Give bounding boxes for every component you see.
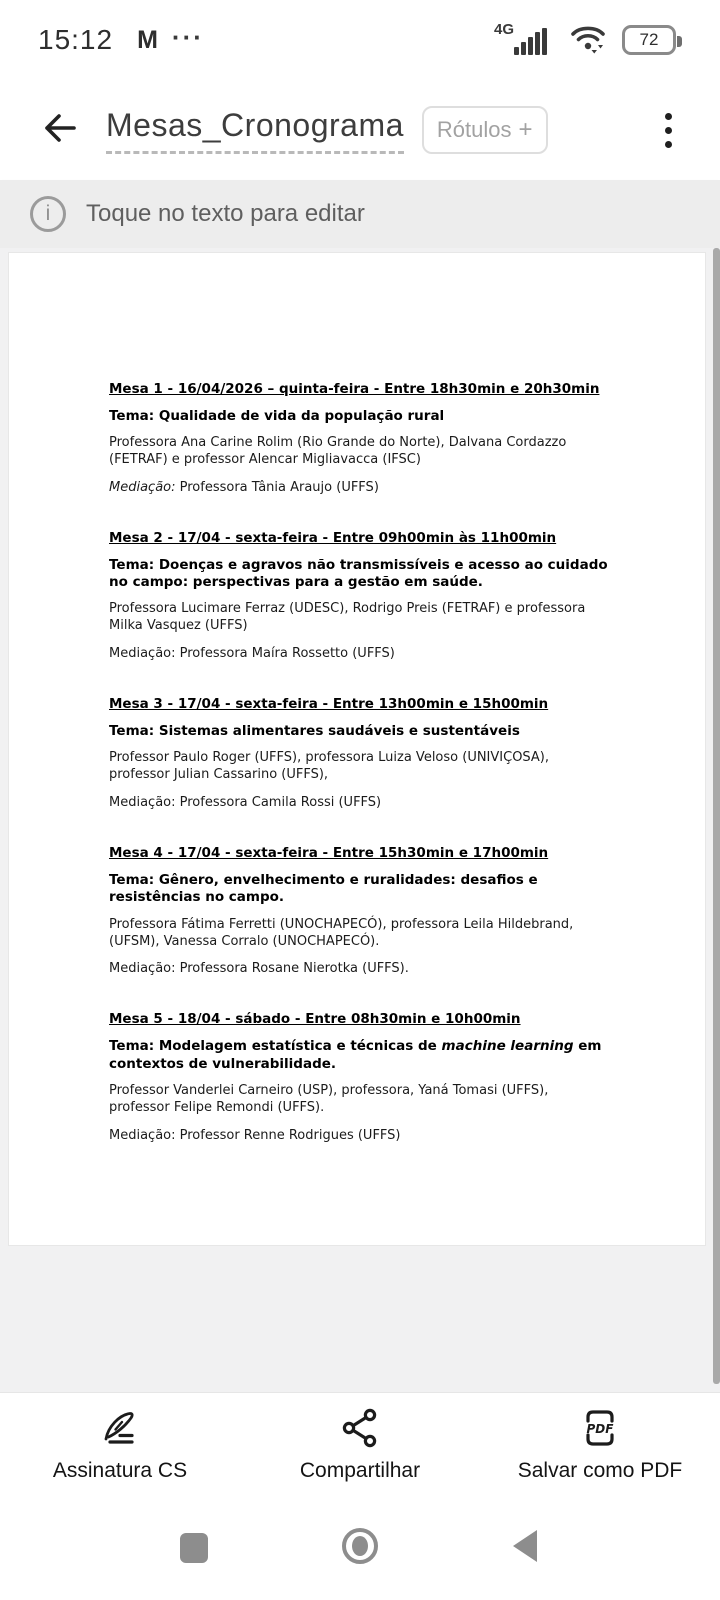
pdf-file-icon (577, 1405, 623, 1451)
back-button[interactable] (38, 108, 82, 152)
mesa-heading[interactable]: Mesa 4 - 17/04 - sexta-feira - Entre 15h30min e 17h00min (109, 845, 549, 862)
info-hint-text: Toque no texto para editar (86, 200, 365, 227)
overflow-menu-button[interactable] (655, 107, 682, 154)
mesa-mediacao[interactable]: Mediação: Professora Maíra Rossetto (UFFS) (109, 646, 395, 662)
info-circle-icon: i (30, 196, 66, 232)
signature-button-label: Assinatura CS (52, 1459, 188, 1482)
share-button[interactable] (240, 1393, 480, 1496)
save-pdf-button-label: Salvar como PDF (517, 1459, 683, 1482)
plus-icon: + (518, 116, 533, 143)
mesa-mediacao[interactable]: Mediação: Professora Rosane Nierotka (UFFS). (109, 961, 409, 977)
kebab-menu-icon (665, 113, 672, 120)
document-page[interactable] (8, 252, 706, 1246)
mesa-tema[interactable]: Tema: Doenças e agravos não transmissíveis e acesso ao cuidado no campo: perspectivas para a gestão em saúde. (109, 556, 608, 591)
mesa-heading[interactable]: Mesa 2 - 17/04 - sexta-feira - Entre 09h00min às 11h00min (109, 529, 557, 546)
mesa-heading[interactable]: Mesa 5 - 18/04 - sábado - Entre 08h30min e 10h00min (109, 1011, 521, 1028)
mesa-section-5[interactable] (109, 1011, 610, 1144)
mesa-speakers[interactable]: Professora Fátima Ferretti (UNOCHAPECÓ), professora Leila Hildebrand, (UFSM), Vanessa Corralo (UNOCHAPECÓ). (109, 916, 574, 949)
battery-icon (622, 25, 676, 55)
labels-button[interactable] (422, 106, 548, 154)
mesa-speakers[interactable]: Professora Ana Carine Rolim (Rio Grande do Norte), Dalvana Cordazzo (FETRAF) e professor Alencar Migliavacca (IFSC) (109, 435, 567, 468)
mesa-mediacao[interactable]: Mediação: Professora Tânia Araujo (UFFS) (109, 480, 379, 496)
nav-recents-button[interactable] (170, 1524, 218, 1572)
mesa-tema[interactable]: Tema: Modelagem estatística e técnicas de machine learning em contextos de vulnerabilidade. (109, 1038, 602, 1072)
mesa-heading[interactable]: Mesa 1 - 16/04/2026 – quinta-feira - Entre 18h30min e 20h30min (109, 381, 600, 397)
scrollbar[interactable] (713, 248, 720, 1384)
labels-button-label: Rótulos (436, 117, 512, 142)
battery-level: 72 (639, 30, 659, 49)
signature-quill-icon (97, 1405, 143, 1451)
back-arrow-icon (41, 109, 79, 152)
mesa-mediacao[interactable]: Mediação: Professora Camila Rossi (UFFS) (109, 795, 382, 811)
app-header (0, 80, 720, 180)
mesa-tema[interactable]: Tema: Qualidade de vida da população rural (109, 408, 445, 424)
document-canvas (0, 248, 720, 1392)
clock: 15:12 (38, 24, 114, 55)
recents-square-icon (180, 1533, 208, 1563)
notification-dots-icon: ··· (171, 21, 204, 52)
mesa-tema[interactable]: Tema: Sistemas alimentares saudáveis e sustentáveis (109, 723, 520, 740)
network-type-label: 4G (494, 21, 515, 38)
status-bar (0, 0, 720, 80)
mesa-mediacao[interactable]: Mediação: Professor Renne Rodrigues (UFFS) (109, 1127, 401, 1143)
nav-back-button[interactable] (502, 1524, 550, 1572)
document-title[interactable]: Mesas_Cronograma (106, 107, 404, 154)
signature-button[interactable] (0, 1393, 240, 1496)
mesa-heading[interactable]: Mesa 3 - 17/04 - sexta-feira - Entre 13h00min e 15h00min (109, 696, 549, 713)
carrier-m-icon: M (137, 25, 158, 54)
mesa-section-4[interactable] (109, 845, 610, 978)
android-navbar (0, 1496, 720, 1600)
mesa-tema[interactable]: Tema: Gênero, envelhecimento e ruralidades: desafios e resistências no campo. (109, 872, 538, 906)
nav-home-button[interactable] (336, 1524, 384, 1572)
share-icon (339, 1405, 381, 1451)
mesa-speakers[interactable]: Professor Paulo Roger (UFFS), professora Luiza Veloso (UNIVIÇOSA), professor Julian Cassarino (UFFS), (109, 750, 550, 783)
status-icons (494, 21, 682, 60)
svg-text:PDF: PDF (586, 1422, 614, 1436)
home-circle-icon (337, 1523, 383, 1574)
signal-bars-icon (494, 22, 554, 58)
mesa-section-2[interactable] (109, 530, 610, 663)
save-pdf-button[interactable] (480, 1393, 720, 1496)
bottom-toolbar (0, 1392, 720, 1496)
info-bar (0, 180, 720, 248)
share-button-label: Compartilhar (299, 1459, 421, 1482)
back-triangle-icon (506, 1526, 546, 1571)
mesa-speakers[interactable]: Professor Vanderlei Carneiro (USP), professora, Yaná Tomasi (UFFS), professor Felipe Remondi (UFFS). (109, 1082, 549, 1115)
mesa-section-1[interactable] (109, 381, 610, 497)
wifi-icon (569, 21, 607, 60)
mesa-speakers[interactable]: Professora Lucimare Ferraz (UDESC), Rodrigo Preis (FETRAF) e professora Milka Vasquez (UFFS) (109, 601, 586, 634)
mesa-section-3[interactable] (109, 696, 610, 812)
